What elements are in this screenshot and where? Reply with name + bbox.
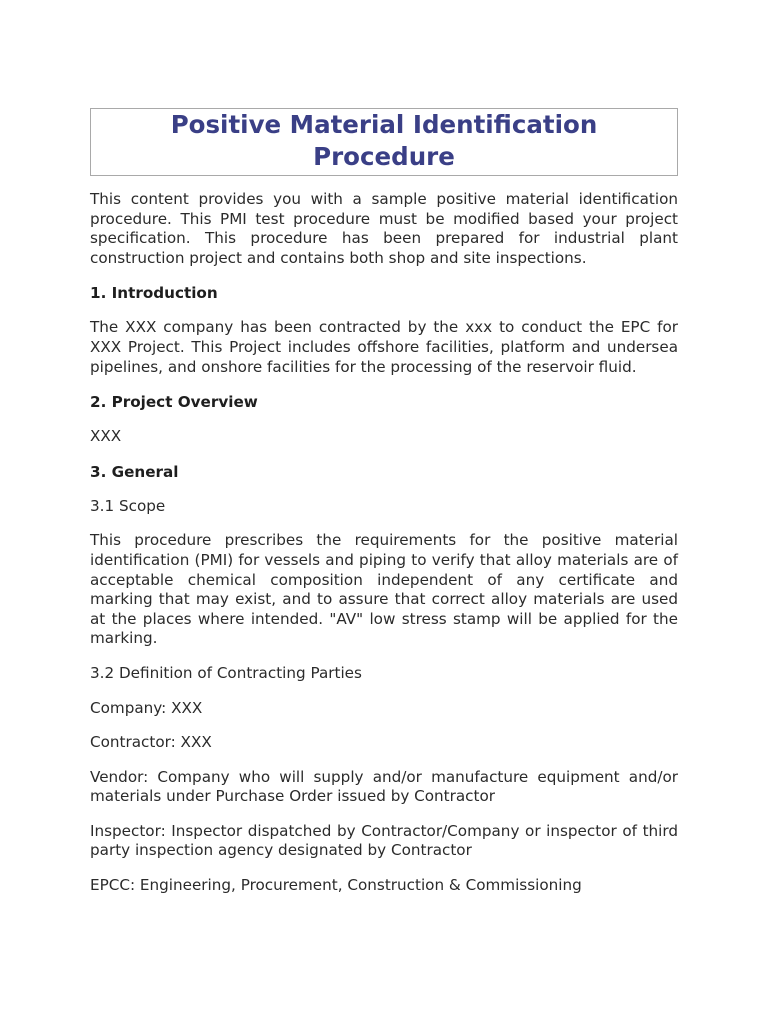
- definition-vendor: Vendor: Company who will supply and/or manufacture equipment and/or materials under Purchase Order issued by Contractor: [90, 767, 678, 806]
- definition-inspector: Inspector: Inspector dispatched by Contractor/Company or inspector of third party inspection agency designated by Contractor: [90, 821, 678, 860]
- introduction-paragraph: The XXX company has been contracted by the xxx to conduct the EPC for XXX Project. This Project includes offshore facilities, platform and undersea pipelines, and onshore facilities for the processing of the reservoir fluid.: [90, 318, 678, 376]
- definition-epcc: EPCC: Engineering, Procurement, Construction & Commissioning: [90, 876, 582, 895]
- subsection-heading-scope: 3.1 Scope: [90, 496, 166, 515]
- definition-company: Company: XXX: [90, 698, 203, 717]
- document-page: [90, 108, 678, 911]
- definition-contractor: Contractor: XXX: [90, 733, 212, 752]
- section-heading-introduction: 1. Introduction: [90, 284, 218, 303]
- title-box: [90, 108, 678, 176]
- section-heading-general: 3. General: [90, 462, 179, 481]
- scope-paragraph: This procedure prescribes the requirements for the positive material identification (PMI) for vessels and piping to verify that alloy materials are of acceptable chemical composition independent of any certificate and marking that may exist, and to assure that correct alloy materials are used at the places where intended. "AV" low stress stamp will be applied for the marking.: [90, 531, 678, 648]
- subsection-heading-contracting-parties: 3.2 Definition of Contracting Parties: [90, 663, 362, 682]
- document-title: Positive Material Identification Procedure: [170, 110, 598, 171]
- intro-paragraph: This content provides you with a sample positive material identification procedure. This PMI test procedure must be modified based your project specification. This procedure has been prepared for industrial plant construction project and contains both shop and site inspections.: [90, 190, 678, 267]
- section-heading-project-overview: 2. Project Overview: [90, 393, 258, 412]
- project-overview-paragraph: XXX: [90, 427, 122, 446]
